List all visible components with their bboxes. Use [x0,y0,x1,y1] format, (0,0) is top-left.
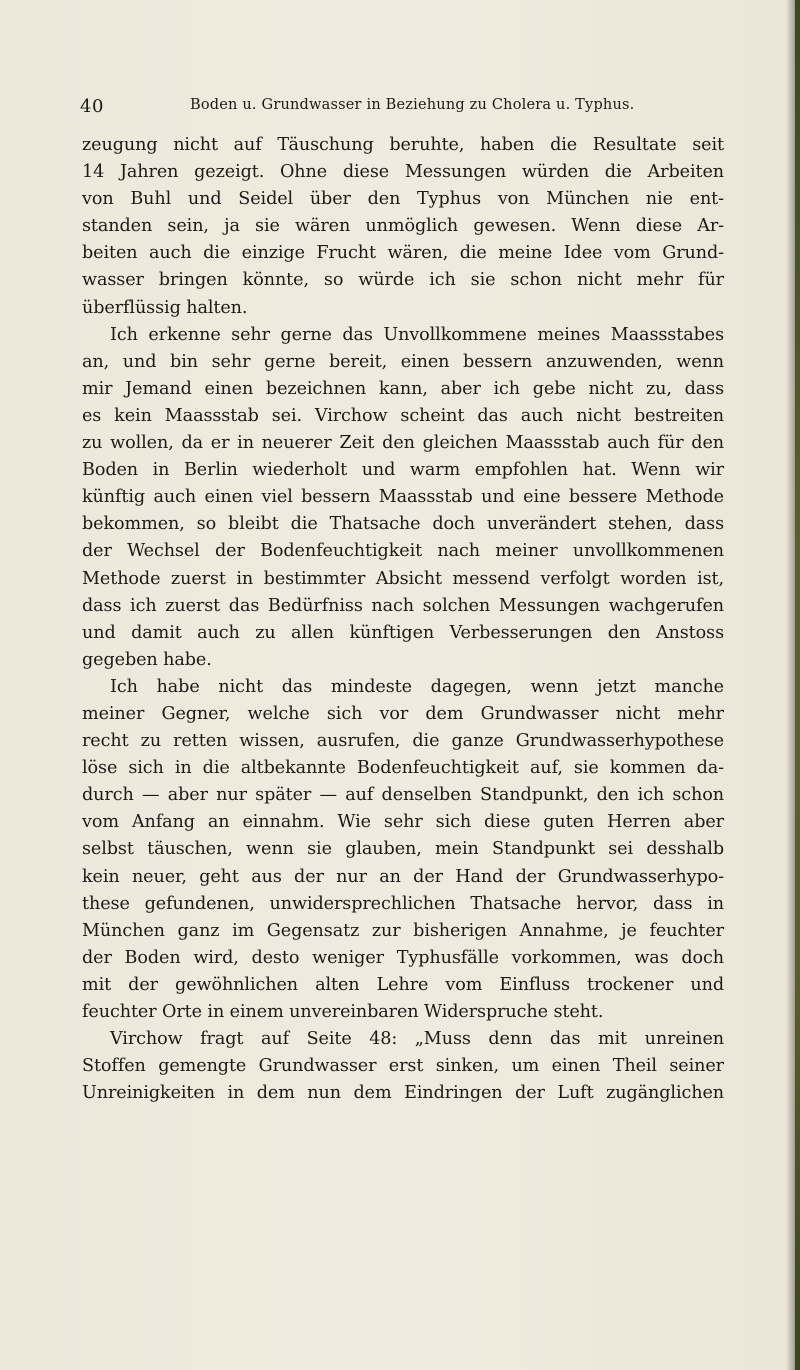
text-line: zu wollen, da er in neuerer Zeit den gleichen Maassstab auch für den [82,433,724,454]
text-line: löse sich in die altbekannte Bodenfeuchtigkeit auf, sie kommen da- [82,758,724,779]
text-line: mir Jemand einen bezeichnen kann, aber ich gebe nicht zu, dass [82,378,724,399]
text-line: München ganz im Gegensatz zur bisherigen Annahme, je feuchter [82,920,724,941]
text-line: künftig auch einen viel bessern Maassstab und eine bessere Methode [82,487,724,508]
text-line: beiten auch die einzige Frucht wären, die meine Idee vom Grund- [82,243,724,264]
text-line: überflüssig halten. [82,297,248,318]
page-number: 40 [80,96,104,117]
text-line: der Boden wird, desto weniger Typhusfälle vorkommen, was doch [82,947,724,968]
text-line: Unreinigkeiten in dem nun dem Eindringen der Luft zugänglichen [82,1083,724,1104]
text-line: selbst täuschen, wenn sie glauben, mein Standpunkt sei desshalb [82,839,724,860]
text-line: Stoffen gemengte Grundwasser erst sinken, um einen Theil seiner [82,1056,724,1077]
text-line: kein neuer, geht aus der nur an der Hand der Grundwasserhypo- [82,866,724,887]
text-line: Ich erkenne sehr gerne das Unvollkommene meines Maassstabes [110,324,724,345]
running-title: Boden u. Grundwasser in Beziehung zu Cholera u. Typhus. [190,97,635,113]
text-line: gegeben habe. [82,649,212,670]
text-line: an, und bin sehr gerne bereit, einen bessern anzuwenden, wenn [82,351,724,372]
text-line: mit der gewöhnlichen alten Lehre vom Einfluss trockener und [82,974,724,995]
text-line: recht zu retten wissen, ausrufen, die ganze Grundwasserhypothese [82,731,724,752]
text-line: und damit auch zu allen künftigen Verbesserungen den Anstoss [82,622,724,643]
text-line: zeugung nicht auf Täuschung beruhte, haben die Resultate seit [82,135,724,155]
text-line: Virchow fragt auf Seite 48: „Muss denn das mit unreinen [110,1029,724,1050]
running-header [80,96,720,120]
body-text [82,132,724,1107]
text-line: dass ich zuerst das Bedürfniss nach solchen Messungen wachgerufen [82,595,724,616]
text-line: der Wechsel der Bodenfeuchtigkeit nach meiner unvollkommenen [82,541,724,562]
text-line: es kein Maassstab sei. Virchow scheint das auch nicht bestreiten [82,405,724,426]
text-line: durch — aber nur später — auf denselben Standpunkt, den ich schon [82,785,724,806]
text-line: von Buhl und Seidel über den Typhus von München nie ent- [82,189,724,210]
text-line: these gefundenen, unwidersprechlichen Thatsache hervor, dass in [82,893,724,914]
text-line: wasser bringen könnte, so würde ich sie schon nicht mehr für [82,270,724,291]
text-line: vom Anfang an einnahm. Wie sehr sich diese guten Herren aber [82,812,724,833]
text-line: bekommen, so bleibt die Thatsache doch unverändert stehen, dass [82,514,724,535]
text-line: 14 Jahren gezeigt. Ohne diese Messungen würden die Arbeiten [82,162,724,183]
text-line: standen sein, ja sie wären unmöglich gewesen. Wenn diese Ar- [82,216,724,237]
text-line: Methode zuerst in bestimmter Absicht messend verfolgt worden ist, [82,568,724,589]
text-line: Ich habe nicht das mindeste dagegen, wenn jetzt manche [110,676,724,697]
book-spine-strip [795,0,800,1370]
text-line: Boden in Berlin wiederholt und warm empfohlen hat. Wenn wir [82,460,724,481]
text-line: feuchter Orte in einem unvereinbaren Widerspruche steht. [82,1002,604,1022]
text-line: meiner Gegner, welche sich vor dem Grundwasser nicht mehr [82,703,724,724]
